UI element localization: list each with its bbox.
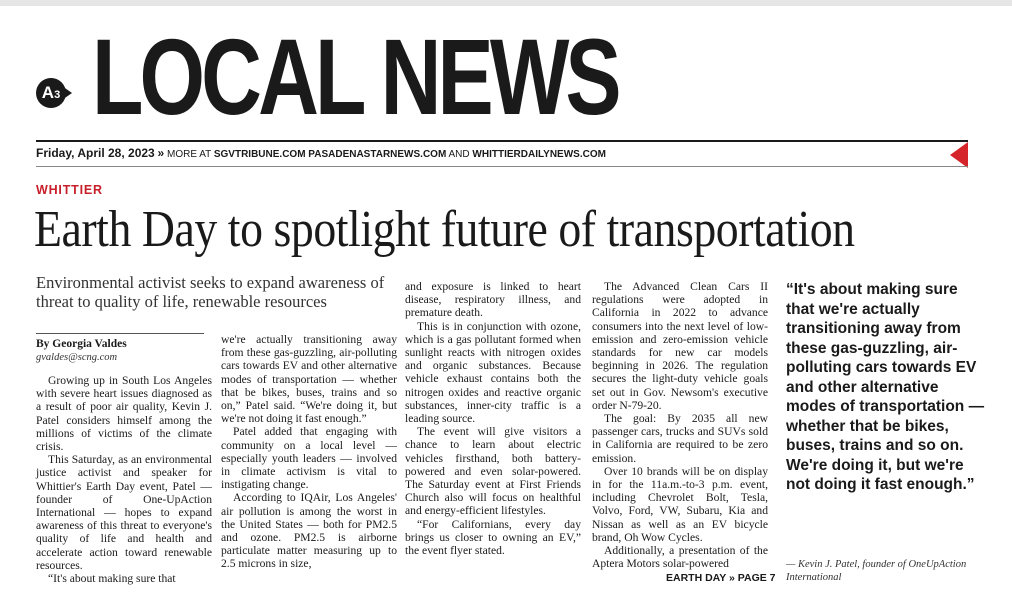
paragraph: we're actually transitioning away from these gas-guzzling, air-polluting cars towards EV and other alternative modes of transportation — whether that be bikes, buses, trains and so on,” Patel said. “We're doing it, but we're not doing it fast enough.” [221, 333, 397, 426]
article-column-3 [405, 280, 581, 557]
red-tab-marker [950, 142, 968, 168]
pull-quote: “It's about making sure that we're actually transitioning away from these gas-guzzling, air-polluting cars towards EV and other alternative modes of transportation — whether that be bikes, buses, trains and so on. We're doing it, but we're not doing it fast enough.” [786, 281, 985, 493]
top-strip [0, 0, 1012, 6]
article-column-4 [592, 280, 768, 570]
byline-rule [36, 333, 204, 334]
article-column-1 [36, 374, 212, 585]
paragraph: The Advanced Clean Cars II regulations were adopted in California in 2022 to advance consumers into the next level of low-emission and zero-emission vehicle standards for new car models beginning in 2026. The regulation secures the light-duty vehicle goals set out in Gov. Newsom's executive order N-79-20. [592, 280, 768, 412]
website-links[interactable]: SGVTRIBUNE.COM PASADENASTARNEWS.COM [213, 149, 447, 160]
paragraph: This Saturday, as an environmental justice activist and speaker for Whittier's Earth Day event, Patel — founder of One-UpAction International — hopes to expand awareness of this threat to everyone's quality of life and health and accelerate action toward renewable resources. [36, 453, 212, 572]
dateline-rule [36, 140, 968, 142]
paragraph: Over 10 brands will be on display in for the 11a.m.-to-3 p.m. event, including Chevrolet Bolt, Tesla, Volvo, Ford, VW, Subaru, Kia and Nissan as well as an EV bicycle brand, Oh Wow Cycles. [592, 464, 768, 544]
article-dek: Environmental activist seeks to expand awareness of threat to quality of life, renewable resources [36, 273, 385, 311]
paragraph: According to IQAir, Los Angeles' air pollution is among the worst in the United States — both for PM2.5 and ozone. PM2.5 is airborne particulate matter measuring up to 2.5 microns in size, [221, 491, 397, 571]
paragraph: Patel added that engaging with community on a local level — especially youth leaders — involved in climate activism is vital to instigating change. [221, 425, 397, 492]
paragraph: Additionally, a presentation of the Aptera Motors solar-powered [592, 544, 768, 571]
paragraph: The goal: By 2035 all new passenger cars, trucks and SUVs sold in California are required to be zero emission. [592, 412, 768, 465]
jump-line[interactable]: EARTH DAY » PAGE 7 [666, 572, 776, 584]
author-email[interactable]: gvaldes@scng.com [36, 352, 118, 363]
dateline-rule-lower [36, 166, 968, 167]
pull-quote-attribution: — Kevin J. Patel, founder of OneUpAction International [786, 559, 967, 583]
article-column-2 [221, 333, 397, 571]
paragraph: “For Californians, every day brings us closer to owning an EV,” the event flyer stated. [405, 517, 581, 558]
byline: By Georgia Valdes [36, 338, 127, 350]
paragraph: This is in conjunction with ozone, which is a gas pollutant formed when sunlight reacts with nitrogen oxides and organic substances. Because vehicle exhaust contains both the nitrogen oxides and reactive organic substances, inner-city traffic is a leading source. [405, 319, 581, 426]
paragraph: Growing up in South Los Angeles with severe heart issues diagnosed as a result of poor air quality, Kevin J. Patel considers himself among the millions of victims of the climate crisis. [36, 374, 212, 454]
paragraph: “It's about making sure that [48, 572, 176, 586]
page-number-badge: A3 [36, 78, 88, 110]
section-label: WHITTIER [36, 183, 103, 197]
website-link-whittier[interactable]: WHITTIERDAILYNEWS.COM [472, 149, 606, 160]
dateline: Friday, April 28, 2023 » MORE AT SGVTRIBUNE.COM PASADENASTARNEWS.COM AND WHITTIERDAILYNEWS.COM [36, 146, 606, 160]
paragraph: and exposure is linked to heart disease, respiratory illness, and premature death. [405, 280, 581, 320]
issue-date: Friday, April 28, 2023 [36, 146, 155, 160]
paragraph: The event will give visitors a chance to learn about electric vehicles firsthand, both battery-powered and even solar-powered. The Saturday event at First Friends Church also will focus on healthful and energy-efficient lifestyles. [405, 425, 581, 518]
article-headline: Earth Day to spotlight future of transportation [34, 201, 855, 258]
section-masthead: LOCAL NEWS [92, 16, 618, 137]
